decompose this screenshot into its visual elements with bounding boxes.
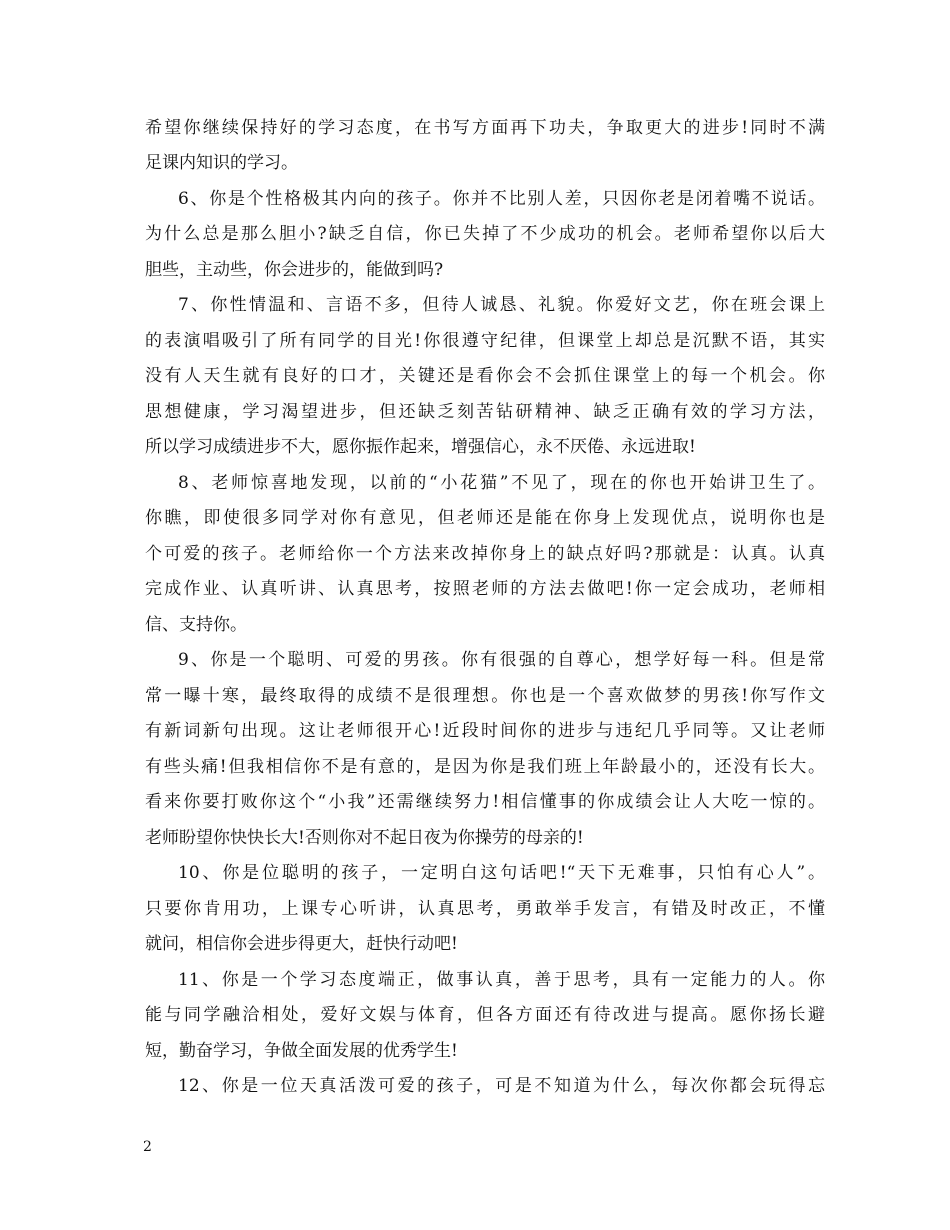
text-line: 有些头痛!但我相信你不是有意的，是因为你是我们班上年龄最小的，还没有长大。 (145, 757, 825, 777)
text-line: 9、你是一个聪明、可爱的男孩。你有很强的自尊心，想学好每一科。但是常 (178, 650, 825, 670)
text-line: 只要你肯用功，上课专心听讲，认真思考，勇敢举手发言，有错及时改正，不懂 (145, 899, 825, 919)
text-line: 没有人天生就有良好的口才，关键还是看你会不会抓住课堂上的每一个机会。你 (145, 366, 825, 386)
page-number: 2 (143, 1139, 152, 1155)
text-line: 能与同学融洽相处，爱好文娱与体育，但各方面还有待改进与提高。愿你扬长避 (145, 1005, 825, 1025)
text-line: 10、你是位聪明的孩子，一定明白这句话吧!“天下无难事，只怕有心人”。 (178, 863, 825, 883)
text-line: 胆些，主动些，你会进步的，能做到吗? (145, 260, 444, 280)
text-line: 思想健康，学习渴望进步，但还缺乏刻苦钻研精神、缺乏正确有效的学习方法， (145, 402, 825, 422)
text-line: 老师盼望你快快长大!否则你对不起日夜为你操劳的母亲的! (145, 828, 584, 848)
text-line: 有新词新句出现。这让老师很开心!近段时间你的进步与违纪几乎同等。又让老师 (145, 721, 825, 741)
text-line: 看来你要打败你这个“小我”还需继续努力!相信懂事的你成绩会让人大吃一惊的。 (145, 792, 825, 812)
text-line: 短，勤奋学习，争做全面发展的优秀学生! (145, 1041, 458, 1061)
text-line: 个可爱的孩子。老师给你一个方法来改掉你身上的缺点好吗?那就是：认真。认真 (145, 544, 825, 564)
text-line: 12、你是一位天真活泼可爱的孩子，可是不知道为什么，每次你都会玩得忘 (178, 1076, 825, 1096)
text-line: 信、支持你。 (145, 615, 247, 635)
text-line: 8、老师惊喜地发现，以前的“小花猫”不见了，现在的你也开始讲卫生了。 (178, 473, 825, 493)
text-line: 所以学习成绩进步不大，愿你振作起来，增强信心，永不厌倦、永远进取! (145, 437, 696, 457)
text-line: 为什么总是那么胆小?缺乏自信，你已失掉了不少成功的机会。老师希望你以后大 (145, 224, 825, 244)
text-line: 你瞧，即使很多同学对你有意见，但老师还是能在你身上发现优点，说明你也是 (145, 508, 825, 528)
text-line: 6、你是个性格极其内向的孩子。你并不比别人差，只因你老是闭着嘴不说话。 (178, 189, 825, 209)
text-line: 完成作业、认真听讲、认真思考，按照老师的方法去做吧!你一定会成功，老师相 (145, 579, 825, 599)
text-line: 常一曝十寒，最终取得的成绩不是很理想。你也是一个喜欢做梦的男孩!你写作文 (145, 686, 825, 706)
text-line: 就问，相信你会进步得更大，赶快行动吧! (145, 934, 458, 954)
text-line: 希望你继续保持好的学习态度，在书写方面再下功夫，争取更大的进步!同时不满 (145, 118, 825, 138)
text-line: 的表演唱吸引了所有同学的目光!你很遵守纪律，但课堂上却总是沉默不语，其实 (145, 331, 825, 351)
text-line: 11、你是一个学习态度端正，做事认真，善于思考，具有一定能力的人。你 (178, 970, 825, 990)
text-line: 足课内知识的学习。 (145, 153, 298, 173)
text-line: 7、你性情温和、言语不多，但待人诚恳、礼貌。你爱好文艺，你在班会课上 (178, 295, 825, 315)
